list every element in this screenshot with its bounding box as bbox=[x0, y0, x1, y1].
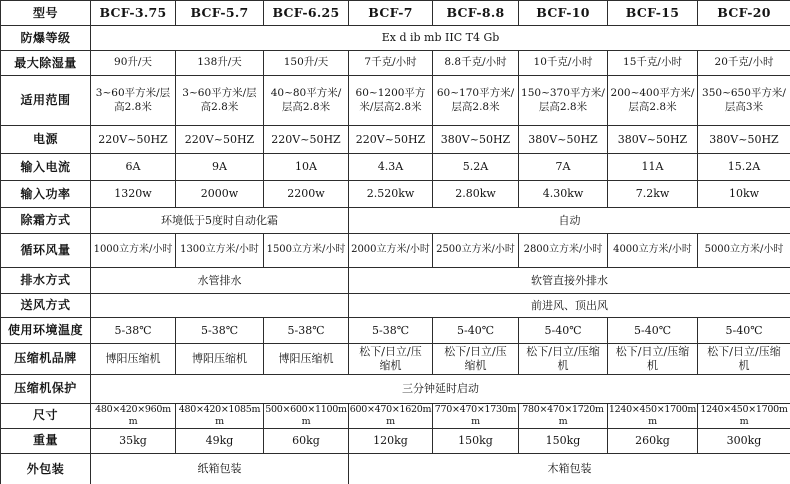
spec-cell: 1000立方米/小时 bbox=[91, 234, 176, 268]
spec-cell: 5-40℃ bbox=[519, 318, 608, 344]
spec-cell: 2800立方米/小时 bbox=[519, 234, 608, 268]
spec-cell: 5.2A bbox=[433, 154, 519, 181]
row-label: 循环风量 bbox=[1, 234, 91, 268]
spec-cell: 9A bbox=[176, 154, 264, 181]
spec-cell: 2.80kw bbox=[433, 181, 519, 208]
header-model: BCF-5.7 bbox=[176, 1, 264, 26]
spec-row bbox=[1, 294, 790, 318]
spec-cell: 10kw bbox=[698, 181, 790, 208]
spec-cell: 前进风、顶出风 bbox=[349, 294, 790, 318]
spec-cell: 10A bbox=[264, 154, 349, 181]
spec-row bbox=[1, 344, 790, 375]
spec-cell: 780×470×1720mm bbox=[519, 403, 608, 428]
spec-cell: 60~1200平方米/层高2.8米 bbox=[349, 76, 433, 126]
spec-cell: 6A bbox=[91, 154, 176, 181]
spec-cell: 1320w bbox=[91, 181, 176, 208]
spec-row bbox=[1, 318, 790, 344]
spec-cell: 2000立方米/小时 bbox=[349, 234, 433, 268]
row-label: 排水方式 bbox=[1, 268, 91, 294]
spec-cell: 1500立方米/小时 bbox=[264, 234, 349, 268]
row-label: 除霜方式 bbox=[1, 208, 91, 234]
spec-cell: Ex d ib mb IIC T4 Gb bbox=[91, 26, 790, 51]
header-model: BCF-7 bbox=[349, 1, 433, 26]
header-model-label: 型号 bbox=[1, 1, 91, 26]
spec-cell: 自动 bbox=[349, 208, 790, 234]
spec-cell: 松下/日立/压缩机 bbox=[608, 344, 698, 375]
spec-cell: 380V~50HZ bbox=[433, 126, 519, 154]
spec-cell: 博阳压缩机 bbox=[176, 344, 264, 375]
spec-cell: 15.2A bbox=[698, 154, 790, 181]
header-model: BCF-15 bbox=[608, 1, 698, 26]
spec-cell: 2000w bbox=[176, 181, 264, 208]
spec-cell: 2500立方米/小时 bbox=[433, 234, 519, 268]
spec-row bbox=[1, 403, 790, 428]
spec-cell: 500×600×1100mm bbox=[265, 403, 347, 427]
spec-cell: 博阳压缩机 bbox=[91, 344, 176, 375]
header-model: BCF-20 bbox=[698, 1, 790, 26]
row-label: 输入电流 bbox=[1, 154, 91, 181]
spec-cell: 4.3A bbox=[349, 154, 433, 181]
header-model: BCF-8.8 bbox=[433, 1, 519, 26]
spec-cell: 5-40℃ bbox=[433, 318, 519, 344]
row-label: 电源 bbox=[1, 126, 91, 154]
spec-table-body bbox=[1, 26, 790, 484]
spec-cell: 150kg bbox=[519, 428, 608, 453]
spec-row bbox=[1, 234, 790, 268]
spec-cell: 220V~50HZ bbox=[91, 126, 176, 154]
spec-cell: 2200w bbox=[264, 181, 349, 208]
spec-cell: 770×470×1730mm bbox=[433, 403, 519, 428]
spec-cell: 水管排水 bbox=[91, 268, 349, 294]
spec-cell: 7千克/小时 bbox=[349, 51, 433, 76]
spec-cell: 120kg bbox=[349, 428, 433, 453]
spec-cell: 60kg bbox=[264, 428, 349, 453]
row-label: 送风方式 bbox=[1, 294, 91, 318]
spec-cell: 300kg bbox=[698, 428, 790, 453]
spec-cell: 松下/日立/压缩机 bbox=[519, 344, 608, 375]
spec-row bbox=[1, 26, 790, 51]
spec-cell: 5-38℃ bbox=[176, 318, 264, 344]
row-label: 重量 bbox=[1, 428, 91, 453]
row-label: 压缩机保护 bbox=[1, 374, 91, 403]
spec-cell: 3~60平方米/层高2.8米 bbox=[176, 76, 264, 126]
spec-cell: 40~80平方米/层高2.8米 bbox=[264, 76, 349, 126]
spec-cell: 35kg bbox=[91, 428, 176, 453]
spec-cell: 1240×450×1700mm bbox=[698, 403, 790, 428]
spec-cell: 5-38℃ bbox=[91, 318, 176, 344]
spec-cell: 138升/天 bbox=[176, 51, 264, 76]
spec-cell: 380V~50HZ bbox=[608, 126, 698, 154]
spec-row bbox=[1, 453, 790, 484]
spec-cell: 11A bbox=[608, 154, 698, 181]
spec-cell: 220V~50HZ bbox=[176, 126, 264, 154]
spec-cell: 8.8千克/小时 bbox=[433, 51, 519, 76]
spec-cell: 纸箱包装 bbox=[91, 453, 349, 484]
spec-row bbox=[1, 428, 790, 453]
spec-cell: 220V~50HZ bbox=[349, 126, 433, 154]
spec-cell: 软管直接外排水 bbox=[349, 268, 790, 294]
spec-cell: 380V~50HZ bbox=[519, 126, 608, 154]
header-model: BCF-6.25 bbox=[264, 1, 349, 26]
spec-cell: 1300立方米/小时 bbox=[176, 234, 264, 268]
spec-cell: 4.30kw bbox=[519, 181, 608, 208]
row-label: 输入功率 bbox=[1, 181, 91, 208]
spec-cell: 7A bbox=[519, 154, 608, 181]
spec-cell: 380V~50HZ bbox=[698, 126, 790, 154]
spec-cell: 480×420×960mm bbox=[91, 403, 176, 428]
spec-row bbox=[1, 374, 790, 403]
spec-cell: 3~60平方米/层高2.8米 bbox=[91, 76, 176, 126]
row-label: 适用范围 bbox=[1, 76, 91, 126]
spec-cell: 环境低于5度时自动化霜 bbox=[91, 208, 349, 234]
spec-cell: 5-38℃ bbox=[264, 318, 349, 344]
spec-cell: 350~650平方米/层高3米 bbox=[698, 76, 790, 126]
spec-cell: 木箱包装 bbox=[349, 453, 790, 484]
spec-cell: 220V~50HZ bbox=[264, 126, 349, 154]
spec-row bbox=[1, 76, 790, 126]
spec-cell: 7.2kw bbox=[608, 181, 698, 208]
header-row bbox=[1, 1, 790, 26]
spec-cell: 480×420×1085mm bbox=[176, 403, 264, 428]
spec-cell: 260kg bbox=[608, 428, 698, 453]
header-model: BCF-10 bbox=[519, 1, 608, 26]
spec-row bbox=[1, 126, 790, 154]
spec-cell: 5-40℃ bbox=[608, 318, 698, 344]
spec-cell: 150升/天 bbox=[264, 51, 349, 76]
spec-row bbox=[1, 51, 790, 76]
spec-cell: 200~400平方米/层高2.8米 bbox=[608, 76, 698, 126]
spec-cell: 松下/日立/压缩机 bbox=[698, 344, 790, 375]
spec-row bbox=[1, 154, 790, 181]
spec-cell bbox=[91, 294, 349, 318]
row-label: 最大除湿量 bbox=[1, 51, 91, 76]
spec-cell: 5-38℃ bbox=[349, 318, 433, 344]
spec-cell: 60~170平方米/层高2.8米 bbox=[433, 76, 519, 126]
spec-cell: 150kg bbox=[433, 428, 519, 453]
spec-cell: 5000立方米/小时 bbox=[698, 234, 790, 268]
row-label: 使用环境温度 bbox=[1, 318, 91, 344]
spec-cell: 5-40℃ bbox=[698, 318, 790, 344]
spec-cell: 4000立方米/小时 bbox=[608, 234, 698, 268]
row-label: 防爆等级 bbox=[1, 26, 91, 51]
spec-cell: 松下/日立/压缩机 bbox=[349, 344, 433, 375]
row-label: 压缩机品牌 bbox=[1, 344, 91, 375]
spec-cell: 松下/日立/压缩机 bbox=[433, 344, 519, 375]
spec-cell: 15千克/小时 bbox=[608, 51, 698, 76]
spec-cell: 三分钟延时启动 bbox=[91, 374, 790, 403]
spec-cell: 90升/天 bbox=[91, 51, 176, 76]
spec-cell: 2.520kw bbox=[349, 181, 433, 208]
spec-cell: 博阳压缩机 bbox=[264, 344, 349, 375]
row-label: 外包装 bbox=[1, 453, 91, 484]
row-label: 尺寸 bbox=[1, 403, 91, 428]
spec-cell: 600×470×1620mm bbox=[349, 403, 432, 427]
spec-row bbox=[1, 268, 790, 294]
spec-row bbox=[1, 181, 790, 208]
spec-cell: 49kg bbox=[176, 428, 264, 453]
spec-cell: 150~370平方米/层高2.8米 bbox=[519, 76, 608, 126]
spec-cell: 1240×450×1700mm bbox=[608, 403, 697, 427]
spec-cell: 20千克/小时 bbox=[698, 51, 790, 76]
header-model: BCF-3.75 bbox=[91, 1, 176, 26]
spec-row bbox=[1, 208, 790, 234]
spec-cell: 10千克/小时 bbox=[519, 51, 608, 76]
